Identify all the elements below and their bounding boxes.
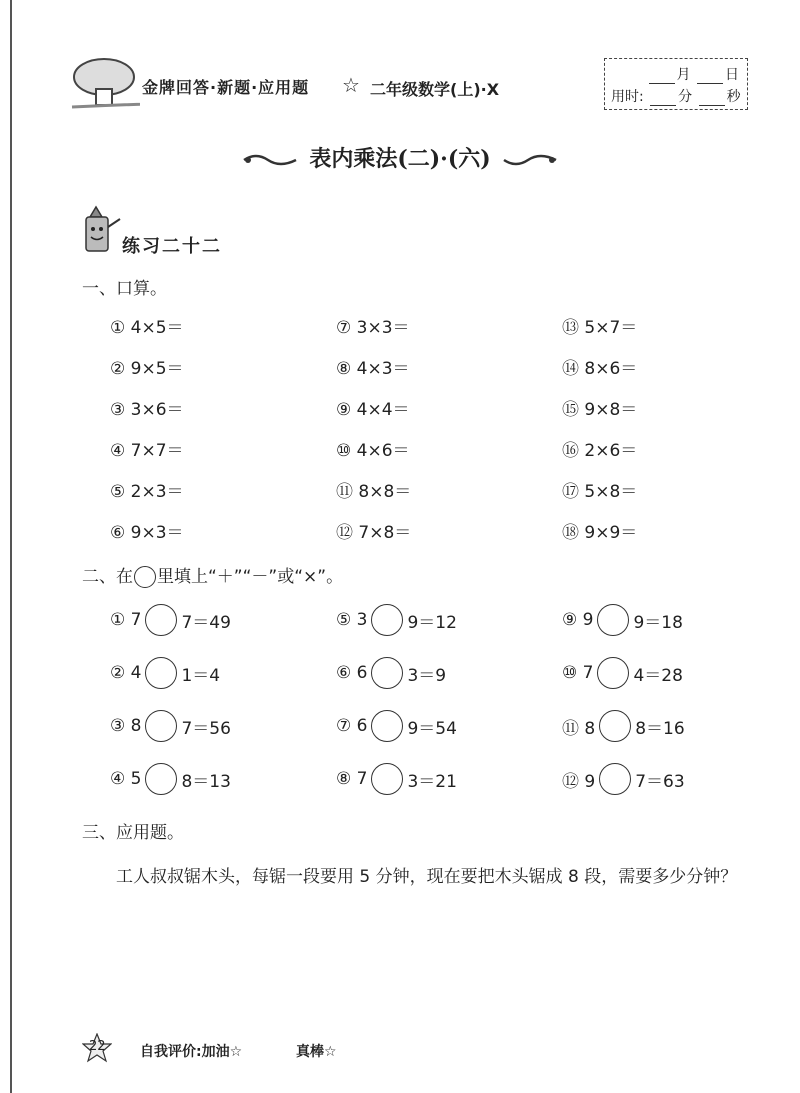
word-problem-text: 工人叔叔锯木头，每锯一段要用 5 分钟，现在要把木头锯成 8 段，需要多少分钟？ <box>116 867 738 887</box>
calc-item: ⑰ 5×8＝ <box>562 482 638 502</box>
time-label: 用时: <box>611 89 644 105</box>
section-3-heading: 三、应用题。 <box>82 823 184 843</box>
calc-item: ① 4×5＝ <box>110 318 184 338</box>
calc-item: ⑯ 2×6＝ <box>562 441 638 461</box>
section-2-heading-post: 里填上“＋”“－”或“×”。 <box>157 567 344 587</box>
calc-item: ⑥ 9×3＝ <box>110 523 184 543</box>
calc-item: ② 9×5＝ <box>110 359 184 379</box>
operator-circle-input[interactable] <box>145 657 177 689</box>
unit-title-text: 表内乘法(二)·(六) <box>309 146 491 172</box>
operator-circle-input[interactable] <box>599 763 631 795</box>
calc-item: ⑮ 9×8＝ <box>562 400 638 420</box>
mushroom-icon <box>70 55 140 111</box>
second-blank[interactable] <box>699 92 725 106</box>
operator-item: ⑫ 9 7＝63 <box>562 763 685 795</box>
header-title: 金牌回答·新题·应用题 <box>142 78 310 97</box>
operator-item: ④ 5 8＝13 <box>110 763 231 795</box>
operator-circle-input[interactable] <box>371 604 403 636</box>
operator-circle-input[interactable] <box>145 604 177 636</box>
section-2-heading <box>82 562 343 588</box>
self-eval-label: 自我评价:加油☆ <box>140 1044 243 1060</box>
unit-title <box>0 142 800 173</box>
calc-item: ⑦ 3×3＝ <box>336 318 410 338</box>
page-number: 22 <box>89 1039 106 1054</box>
operator-item: ⑥ 6 3＝9 <box>336 657 446 689</box>
operator-circle-input[interactable] <box>371 763 403 795</box>
operator-item: ⑩ 7 4＝28 <box>562 657 683 689</box>
operator-item: ② 4 1＝4 <box>110 657 220 689</box>
operator-item: ③ 8 7＝56 <box>110 710 231 742</box>
calc-item: ⑫ 7×8＝ <box>336 523 412 543</box>
circle-icon <box>134 566 156 588</box>
operator-circle-input[interactable] <box>597 604 629 636</box>
operator-item: ⑪ 8 8＝16 <box>562 710 685 742</box>
operator-circle-input[interactable] <box>371 657 403 689</box>
ornament-left-icon <box>242 152 298 168</box>
calc-item: ⑨ 4×4＝ <box>336 400 410 420</box>
calc-item: ⑭ 8×6＝ <box>562 359 638 379</box>
operator-circle-input[interactable] <box>145 710 177 742</box>
exercise-title: 练习二十二 <box>122 236 222 257</box>
calc-item: ⑱ 9×9＝ <box>562 523 638 543</box>
month-blank[interactable] <box>649 70 675 84</box>
calc-item: ⑪ 8×8＝ <box>336 482 412 502</box>
operator-item: ① 7 7＝49 <box>110 604 231 636</box>
calc-item: ⑬ 5×7＝ <box>562 318 638 338</box>
operator-item: ⑦ 6 9＝54 <box>336 710 457 742</box>
star-icon: ☆ <box>342 73 360 97</box>
operator-circle-input[interactable] <box>145 763 177 795</box>
day-blank[interactable] <box>697 70 723 84</box>
operator-circle-input[interactable] <box>597 657 629 689</box>
calc-item: ⑩ 4×6＝ <box>336 441 410 461</box>
minute-label: 分 <box>678 89 693 105</box>
section-2-heading-pre: 二、在 <box>82 567 133 587</box>
calc-item: ③ 3×6＝ <box>110 400 184 420</box>
calc-item: ⑧ 4×3＝ <box>336 359 410 379</box>
day-label: 日 <box>725 67 739 83</box>
page-number-star <box>82 1033 112 1063</box>
operator-item: ⑧ 7 3＝21 <box>336 763 457 795</box>
operator-item: ⑨ 9 9＝18 <box>562 604 683 636</box>
operator-item: ⑤ 3 9＝12 <box>336 604 457 636</box>
second-label: 秒 <box>726 89 741 105</box>
month-label: 月 <box>676 67 691 83</box>
operator-circle-input[interactable] <box>599 710 631 742</box>
section-1-heading: 一、口算。 <box>82 279 167 299</box>
calc-item: ⑤ 2×3＝ <box>110 482 184 502</box>
date-time-box <box>604 58 748 110</box>
header-subtitle: 二年级数学(上)·X <box>370 80 500 99</box>
pencil-mascot-icon <box>76 205 126 255</box>
ornament-right-icon <box>502 152 558 168</box>
operator-circle-input[interactable] <box>371 710 403 742</box>
great-label: 真棒☆ <box>296 1044 337 1060</box>
minute-blank[interactable] <box>650 92 676 106</box>
calc-item: ④ 7×7＝ <box>110 441 184 461</box>
header-band <box>70 55 590 111</box>
